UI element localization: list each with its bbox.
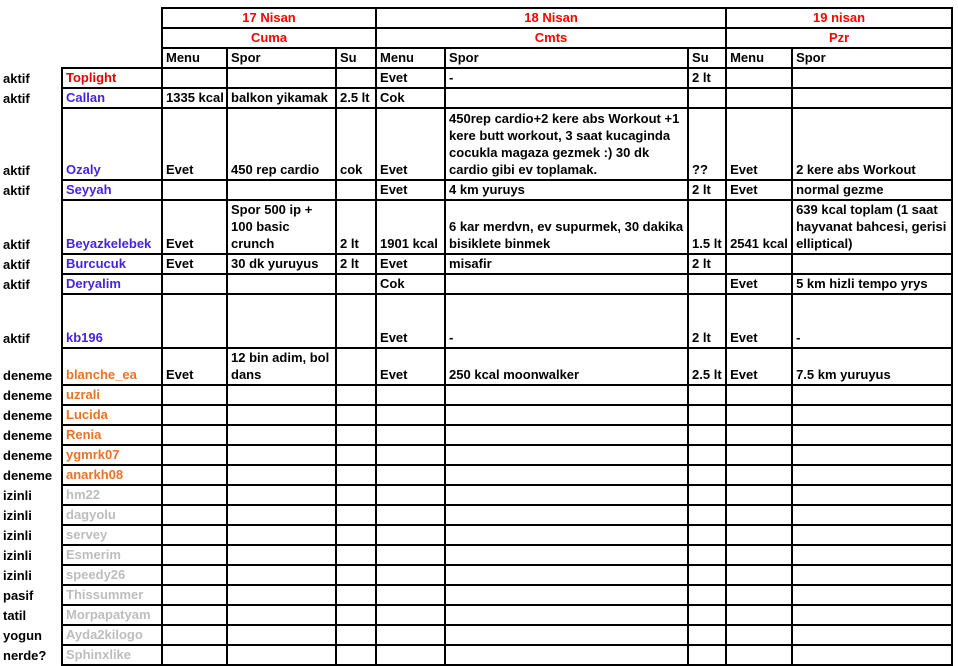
su-cell[interactable] [688,605,726,625]
member-name-cell[interactable]: Sphinxlike [62,645,162,665]
menu-cell[interactable] [376,585,445,605]
menu-cell[interactable]: Evet [162,348,227,385]
spor-cell[interactable] [227,605,336,625]
spor-cell[interactable] [227,565,336,585]
spor-cell[interactable] [792,88,952,108]
column-header-su[interactable]: Su [688,48,726,68]
member-row [0,485,952,505]
spor-cell[interactable]: 2 kere abs Workout [792,108,952,180]
menu-cell[interactable] [726,68,792,88]
member-row [0,180,952,200]
member-row [0,274,952,294]
menu-cell[interactable] [376,445,445,465]
menu-cell[interactable] [376,645,445,665]
status-cell[interactable]: aktif [3,257,30,272]
menu-cell[interactable] [376,465,445,485]
spor-cell[interactable] [792,405,952,425]
spor-cell[interactable] [792,465,952,485]
menu-cell[interactable]: Evet [726,180,792,200]
spor-cell[interactable]: - [445,68,688,88]
menu-cell[interactable]: Evet [726,108,792,180]
menu-cell[interactable] [162,68,227,88]
date-header-19-nisan[interactable]: 19 nisan [726,8,952,28]
member-name-cell[interactable]: Lucida [62,405,162,425]
spor-cell[interactable] [792,605,952,625]
spor-cell[interactable] [445,645,688,665]
spor-cell[interactable]: 5 km hizli tempo yrys [792,274,952,294]
member-name-cell[interactable]: ygmrk07 [62,445,162,465]
menu-cell[interactable] [162,385,227,405]
menu-cell[interactable] [162,485,227,505]
su-cell[interactable] [336,585,376,605]
su-cell[interactable] [688,625,726,645]
su-cell[interactable]: 2 lt [688,294,726,348]
menu-cell[interactable] [376,625,445,645]
su-cell[interactable]: 2.5 lt [336,88,376,108]
spor-cell[interactable] [227,405,336,425]
su-cell[interactable] [336,274,376,294]
su-cell[interactable] [336,525,376,545]
spor-cell[interactable]: - [445,294,688,348]
spor-cell[interactable] [445,425,688,445]
member-row [0,645,952,665]
menu-cell[interactable]: Evet [162,254,227,274]
su-cell[interactable] [336,645,376,665]
menu-cell[interactable]: Evet [726,294,792,348]
menu-cell[interactable] [162,645,227,665]
su-cell[interactable] [336,605,376,625]
menu-cell[interactable]: Cok [376,88,445,108]
spor-cell[interactable] [445,485,688,505]
spor-cell[interactable] [445,274,688,294]
member-row [0,605,952,625]
member-row [0,525,952,545]
su-cell[interactable]: 2 lt [688,68,726,88]
su-cell[interactable] [688,445,726,465]
menu-cell[interactable] [726,445,792,465]
menu-cell[interactable] [162,625,227,645]
spor-cell[interactable]: 450 rep cardio [227,108,336,180]
date-header-row [0,8,952,28]
member-row [0,505,952,525]
su-cell[interactable] [336,348,376,385]
su-cell[interactable] [688,425,726,445]
menu-cell[interactable]: Cok [376,274,445,294]
member-row [0,465,952,485]
menu-cell[interactable] [376,385,445,405]
menu-cell[interactable] [376,425,445,445]
member-name-cell[interactable]: Ozaly [62,108,162,180]
date-header-17-nisan[interactable]: 17 Nisan [162,8,376,28]
menu-cell[interactable]: Evet [376,254,445,274]
column-header-spor[interactable]: Spor [445,48,688,68]
su-cell[interactable] [688,645,726,665]
member-row [0,545,952,565]
status-cell[interactable]: izinli [3,508,32,523]
member-name-cell[interactable]: Callan [62,88,162,108]
member-name-cell[interactable]: Beyazkelebek [62,200,162,254]
spor-cell[interactable] [792,425,952,445]
menu-cell[interactable] [376,405,445,425]
spor-cell[interactable] [227,385,336,405]
menu-cell[interactable] [162,465,227,485]
column-header-spor[interactable]: Spor [227,48,336,68]
menu-cell[interactable]: Evet [376,348,445,385]
spor-cell[interactable] [792,525,952,545]
weekday-header-pzr[interactable]: Pzr [726,28,952,48]
spor-cell[interactable] [445,525,688,545]
member-name-cell[interactable]: uzrali [62,385,162,405]
status-cell[interactable]: yogun [3,628,42,643]
su-cell[interactable] [688,405,726,425]
spor-cell[interactable] [792,68,952,88]
spor-cell[interactable] [227,625,336,645]
menu-cell[interactable]: Evet [376,108,445,180]
menu-cell[interactable] [726,385,792,405]
su-cell[interactable] [336,425,376,445]
member-name-cell[interactable]: speedy26 [62,565,162,585]
member-row [0,294,952,348]
spor-cell[interactable] [227,68,336,88]
menu-cell[interactable] [726,545,792,565]
status-cell[interactable]: izinli [3,488,32,503]
member-name-cell[interactable]: kb196 [62,294,162,348]
spor-cell[interactable] [445,605,688,625]
menu-cell[interactable] [726,525,792,545]
status-cell[interactable]: izinli [3,568,32,583]
menu-cell[interactable] [726,645,792,665]
su-cell[interactable] [336,294,376,348]
member-row [0,385,952,405]
status-cell[interactable]: deneme [3,468,53,483]
su-cell[interactable]: 2.5 lt [688,348,726,385]
spor-cell[interactable] [227,505,336,525]
su-cell[interactable] [688,585,726,605]
menu-cell[interactable] [726,465,792,485]
su-cell[interactable] [336,180,376,200]
date-header-18-nisan[interactable]: 18 Nisan [376,8,726,28]
menu-cell[interactable]: Evet [726,348,792,385]
spor-cell[interactable] [792,505,952,525]
spor-cell[interactable]: - [792,294,952,348]
menu-cell[interactable] [376,505,445,525]
spor-cell[interactable] [227,645,336,665]
menu-cell[interactable] [726,485,792,505]
su-cell[interactable] [336,445,376,465]
fitness-tracking-table [0,7,953,666]
status-cell[interactable]: deneme [3,408,53,423]
column-header-row [0,48,952,68]
member-name-cell[interactable]: Deryalim [62,274,162,294]
su-cell[interactable] [336,505,376,525]
su-cell[interactable]: 2 lt [336,200,376,254]
member-row [0,88,952,108]
spor-cell[interactable]: 4 km yuruys [445,180,688,200]
spor-cell[interactable] [792,585,952,605]
member-name-cell[interactable]: Morpapatyam [62,605,162,625]
member-row [0,405,952,425]
status-cell[interactable]: aktif [3,277,30,292]
status-cell[interactable]: izinli [3,548,32,563]
status-cell[interactable]: pasif [3,588,34,603]
su-cell[interactable]: 2 lt [688,180,726,200]
spor-cell[interactable] [227,585,336,605]
menu-cell[interactable]: Evet [376,294,445,348]
spor-cell[interactable] [445,505,688,525]
spor-cell[interactable] [227,525,336,545]
member-row [0,625,952,645]
header-spacer [0,48,162,68]
spor-cell[interactable] [792,565,952,585]
menu-cell[interactable] [376,605,445,625]
status-cell[interactable]: deneme [3,428,53,443]
member-name-cell[interactable]: Renia [62,425,162,445]
su-cell[interactable] [688,545,726,565]
member-name-cell[interactable]: Esmerim [62,545,162,565]
spor-cell[interactable]: 6 kar merdvn, ev supurmek, 30 dakika bisiklete binmek [445,200,688,254]
menu-cell[interactable] [376,485,445,505]
menu-cell[interactable]: 1335 kcal [162,88,227,108]
status-cell[interactable]: aktif [3,91,30,106]
spor-cell[interactable] [227,485,336,505]
spor-cell[interactable] [445,565,688,585]
member-row [0,425,952,445]
menu-cell[interactable] [376,525,445,545]
menu-cell[interactable]: 1901 kcal [376,200,445,254]
su-cell[interactable] [336,545,376,565]
menu-cell[interactable] [726,605,792,625]
menu-cell[interactable] [726,88,792,108]
spor-cell[interactable]: 450rep cardio+2 kere abs Workout +1 kere butt workout, 3 saat kucaginda cocukla magaza gezmek :) 30 dk cardio gibi ev toplamak. [445,108,688,180]
status-cell[interactable]: deneme [3,448,53,463]
menu-cell[interactable] [162,274,227,294]
su-cell[interactable] [336,565,376,585]
column-header-menu[interactable]: Menu [726,48,792,68]
spor-cell[interactable] [792,645,952,665]
menu-cell[interactable]: Evet [726,274,792,294]
member-name-cell[interactable]: servey [62,525,162,545]
spor-cell[interactable] [445,88,688,108]
status-cell[interactable]: aktif [3,71,30,86]
menu-cell[interactable] [162,445,227,465]
spor-cell[interactable] [227,445,336,465]
menu-cell[interactable] [162,605,227,625]
spor-cell[interactable] [792,445,952,465]
weekday-header-cmts[interactable]: Cmts [376,28,726,48]
member-name-cell[interactable]: hm22 [62,485,162,505]
member-name-cell[interactable]: Seyyah [62,180,162,200]
menu-cell[interactable] [162,294,227,348]
spor-cell[interactable] [445,465,688,485]
menu-cell[interactable] [162,525,227,545]
spor-cell[interactable]: normal gezme [792,180,952,200]
spor-cell[interactable] [227,274,336,294]
su-cell[interactable]: 1.5 lt [688,200,726,254]
menu-cell[interactable] [162,565,227,585]
spor-cell[interactable]: balkon yikamak [227,88,336,108]
status-cell[interactable]: aktif [3,163,30,178]
su-cell[interactable] [688,525,726,545]
spor-cell[interactable] [792,625,952,645]
spor-cell[interactable] [445,385,688,405]
column-header-menu[interactable]: Menu [376,48,445,68]
header-spacer [0,8,162,28]
menu-cell[interactable] [726,254,792,274]
su-cell[interactable] [688,485,726,505]
spor-cell[interactable] [227,425,336,445]
su-cell[interactable] [336,68,376,88]
spor-cell[interactable] [227,180,336,200]
su-cell[interactable] [688,88,726,108]
su-cell[interactable] [336,385,376,405]
menu-cell[interactable] [162,180,227,200]
column-header-su[interactable]: Su [336,48,376,68]
weekday-header-row [0,28,952,48]
spor-cell[interactable] [445,585,688,605]
spor-cell[interactable] [792,545,952,565]
menu-cell[interactable] [162,585,227,605]
menu-cell[interactable] [162,545,227,565]
spor-cell[interactable]: Spor 500 ip + 100 basic crunch [227,200,336,254]
spor-cell[interactable] [445,405,688,425]
spor-cell[interactable] [445,545,688,565]
spor-cell[interactable] [792,385,952,405]
menu-cell[interactable] [162,425,227,445]
su-cell[interactable]: 2 lt [336,254,376,274]
su-cell[interactable]: cok [336,108,376,180]
su-cell[interactable] [688,465,726,485]
member-row [0,445,952,465]
su-cell[interactable] [688,565,726,585]
spor-cell[interactable] [445,445,688,465]
member-name-cell[interactable]: Burcucuk [62,254,162,274]
spor-cell[interactable]: 30 dk yuruyus [227,254,336,274]
member-row [0,254,952,274]
status-cell[interactable]: aktif [3,331,30,346]
status-cell[interactable]: tatil [3,608,27,623]
su-cell[interactable] [336,625,376,645]
su-cell[interactable]: 2 lt [688,254,726,274]
column-header-spor[interactable]: Spor [792,48,952,68]
member-row [0,68,952,88]
menu-cell[interactable]: Evet [162,200,227,254]
su-cell[interactable] [336,465,376,485]
spor-cell[interactable] [227,545,336,565]
menu-cell[interactable] [162,405,227,425]
member-name-cell[interactable]: Toplight [62,68,162,88]
member-row [0,565,952,585]
su-cell[interactable] [336,485,376,505]
member-name-cell[interactable]: blanche_ea [62,348,162,385]
menu-cell[interactable] [726,405,792,425]
status-cell[interactable]: aktif [3,237,30,252]
su-cell[interactable] [688,505,726,525]
member-row [0,348,952,385]
member-name-cell[interactable]: dagyolu [62,505,162,525]
spor-cell[interactable]: misafir [445,254,688,274]
spor-cell[interactable]: 639 kcal toplam (1 saat hayvanat bahcesi, gerisi elliptical) [792,200,952,254]
status-cell[interactable]: nerde? [3,648,47,663]
spor-cell[interactable]: 250 kcal moonwalker [445,348,688,385]
spor-cell[interactable] [792,485,952,505]
header-spacer [0,28,162,48]
table-body [0,68,952,665]
menu-cell[interactable]: Evet [162,108,227,180]
menu-cell[interactable] [162,505,227,525]
su-cell[interactable] [336,405,376,425]
menu-cell[interactable] [376,565,445,585]
menu-cell[interactable] [376,545,445,565]
menu-cell[interactable] [726,625,792,645]
su-cell[interactable]: ?? [688,108,726,180]
spor-cell[interactable]: 7.5 km yuruyus [792,348,952,385]
menu-cell[interactable] [726,585,792,605]
column-header-menu[interactable]: Menu [162,48,227,68]
weekday-header-cuma[interactable]: Cuma [162,28,376,48]
spor-cell[interactable] [445,625,688,645]
member-name-cell[interactable]: Ayda2kilogo [62,625,162,645]
member-name-cell[interactable]: Thissummer [62,585,162,605]
member-row [0,108,952,180]
menu-cell[interactable] [726,425,792,445]
menu-cell[interactable]: Evet [376,180,445,200]
status-cell[interactable]: deneme [3,388,53,403]
status-cell[interactable]: deneme [3,368,53,383]
menu-cell[interactable] [726,505,792,525]
status-cell[interactable]: izinli [3,528,32,543]
member-row [0,200,952,254]
spor-cell[interactable] [227,294,336,348]
member-name-cell[interactable]: anarkh08 [62,465,162,485]
menu-cell[interactable]: 2541 kcal [726,200,792,254]
spor-cell[interactable] [227,465,336,485]
su-cell[interactable] [688,385,726,405]
member-row [0,585,952,605]
menu-cell[interactable] [726,565,792,585]
status-cell[interactable]: aktif [3,183,30,198]
spor-cell[interactable]: 12 bin adim, bol dans [227,348,336,385]
spor-cell[interactable] [792,254,952,274]
menu-cell[interactable]: Evet [376,68,445,88]
su-cell[interactable] [688,274,726,294]
